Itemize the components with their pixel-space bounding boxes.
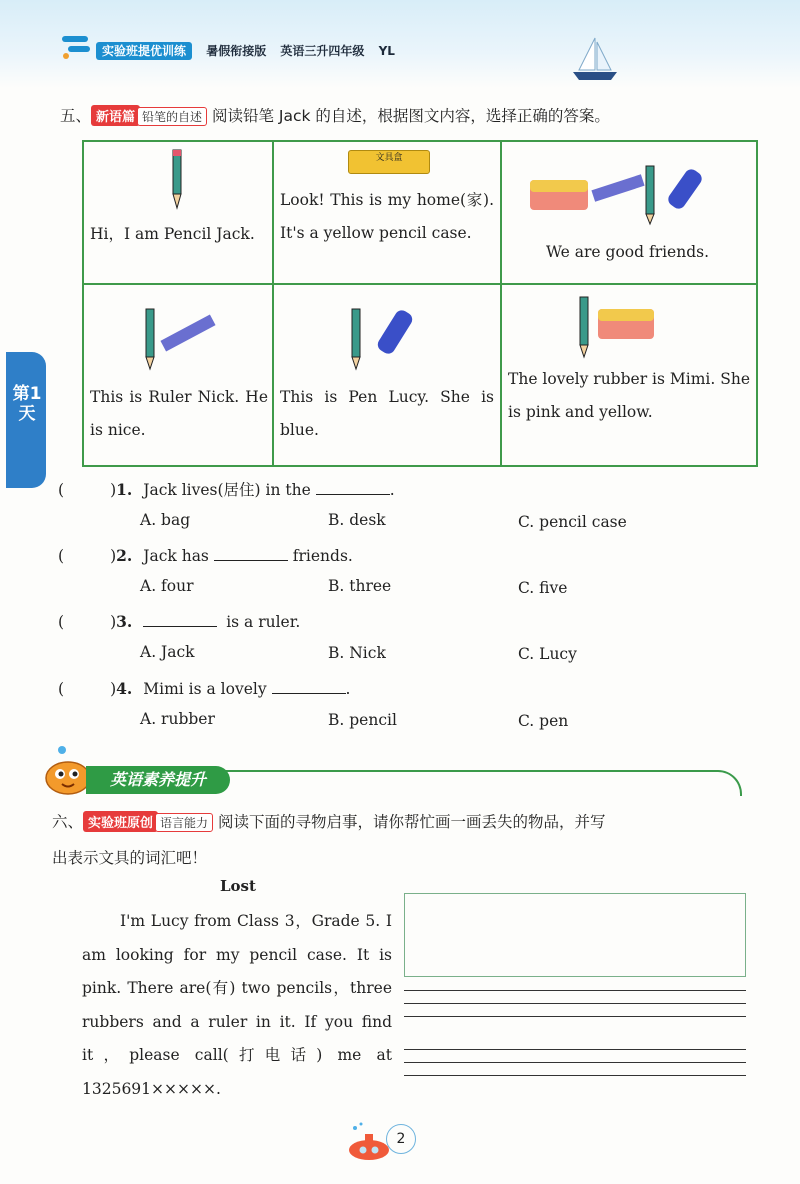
- banner-title: 英语素养提升: [86, 766, 230, 794]
- question-text-before: Jack lives(居住) in the: [143, 481, 311, 499]
- story-cell-2: [273, 141, 501, 284]
- answer-paren-open: (: [58, 547, 65, 565]
- section6-instruction-1: 阅读下面的寻物启事，请你帮忙画一画丢失的物品，并写: [217, 813, 606, 831]
- logo-icon: [60, 32, 94, 62]
- answer-paren-open: (: [58, 680, 65, 698]
- story-table: [82, 140, 758, 467]
- lost-title: Lost: [220, 877, 256, 895]
- pencil-rubber-icon: [576, 293, 666, 359]
- option-1a[interactable]: A. bag: [140, 511, 191, 529]
- option-3a[interactable]: A. Jack: [140, 643, 195, 661]
- question-2: [58, 544, 353, 565]
- option-4a[interactable]: A. rubber: [140, 710, 215, 728]
- header-edition: 暑假衔接版: [206, 44, 267, 58]
- answer-paren-open: (: [58, 481, 65, 499]
- question-text-before: Mimi is a lovely: [143, 680, 267, 698]
- question-number: 1.: [116, 480, 133, 499]
- pencil-pen-icon: [348, 305, 438, 371]
- writing-line[interactable]: [404, 990, 746, 991]
- question-text-before: Jack has: [143, 547, 209, 565]
- header-version: YL: [378, 44, 395, 58]
- answer-paren-open: (: [58, 613, 65, 631]
- question-number: 3.: [116, 612, 133, 631]
- section6-heading: [52, 810, 606, 832]
- section6-instruction-2: 出表示文具的词汇吧！: [52, 849, 208, 867]
- option-2b[interactable]: B. three: [328, 577, 392, 595]
- header-brand: 实验班提优训练: [96, 42, 192, 60]
- pencil-ruler-icon: [142, 305, 222, 371]
- question-number: 2.: [116, 546, 133, 565]
- pencil-icon: [170, 148, 184, 210]
- option-3c[interactable]: C. Lucy: [518, 645, 577, 663]
- story-cell-1: [83, 141, 273, 284]
- side-tab-label: 第1天: [12, 384, 42, 424]
- question-3: [58, 610, 300, 631]
- stationery-group-icon: [526, 162, 736, 228]
- writing-line[interactable]: [404, 1049, 746, 1050]
- story-text-3: We are good friends.: [546, 243, 710, 261]
- story-cell-5: [273, 284, 501, 466]
- section5-instruction: 阅读铅笔 Jack 的自述，根据图文内容，选择正确的答案。: [211, 107, 610, 125]
- writing-line[interactable]: [404, 1075, 746, 1076]
- answer-paren-close: ): [110, 547, 117, 565]
- story-cell-3: [501, 141, 757, 284]
- lost-text: I'm Lucy from Class 3，Grade 5. I am looking for my pencil case. It is pink. There are(有) two pencils，three rubbers and a ruler in it. If you find it，please call(打电话) me at 1325691×××××.: [82, 912, 392, 1098]
- header-subject: 英语三升四年级: [280, 44, 365, 58]
- question-text-after: .: [345, 680, 351, 698]
- question-text-after: friends.: [292, 547, 353, 565]
- answer-paren-close: ): [110, 613, 117, 631]
- option-3b[interactable]: B. Nick: [328, 644, 386, 662]
- section5-number: 五、: [60, 107, 92, 125]
- story-cell-6: [501, 284, 757, 466]
- writing-line[interactable]: [404, 1016, 746, 1017]
- option-4c[interactable]: C. pen: [518, 712, 569, 730]
- section5-tag: 新语篇: [91, 105, 140, 126]
- answer-paren-close: ): [110, 481, 117, 499]
- story-text-1: Hi，I am Pencil Jack.: [90, 225, 255, 243]
- story-cell-4: [83, 284, 273, 466]
- option-2c[interactable]: C. five: [518, 579, 568, 597]
- story-text-5: This is Pen Lucy. She is blue.: [280, 388, 494, 439]
- header-line: [96, 42, 395, 59]
- sailboat-icon: [565, 36, 625, 84]
- question-1: [58, 478, 395, 500]
- section5-heading: [60, 104, 610, 126]
- section6-subtag: 语言能力: [155, 813, 213, 832]
- writing-line[interactable]: [404, 1062, 746, 1063]
- section6-tag: 实验班原创: [83, 811, 158, 832]
- blank-4: [272, 677, 346, 694]
- pencil-case-image: [348, 150, 430, 174]
- question-number: 4.: [116, 679, 133, 698]
- writing-line[interactable]: [404, 1003, 746, 1004]
- option-2a[interactable]: A. four: [140, 577, 194, 595]
- section5-subtag: 铅笔的自述: [137, 107, 207, 126]
- blank-2: [214, 544, 288, 561]
- question-4: [58, 677, 350, 698]
- option-4b[interactable]: B. pencil: [328, 711, 397, 729]
- section6-number: 六、: [52, 813, 84, 831]
- pencil-case-label: 文具盒: [375, 153, 403, 163]
- blank-3: [143, 610, 217, 627]
- option-1b[interactable]: B. desk: [328, 511, 386, 529]
- story-text-4: This is Ruler Nick. He is nice.: [90, 388, 268, 439]
- blank-1: [316, 478, 390, 495]
- option-1c[interactable]: C. pencil case: [518, 513, 627, 531]
- story-text-2: Look! This is my home(家). It's a yellow pencil case.: [280, 191, 494, 242]
- question-text-after: .: [389, 481, 395, 499]
- question-text-after: is a ruler.: [226, 613, 301, 631]
- story-text-6: The lovely rubber is Mimi. She is pink and yellow.: [508, 370, 750, 421]
- answer-paren-close: ): [110, 680, 117, 698]
- drawing-box[interactable]: [404, 893, 746, 977]
- page-number: 2: [386, 1124, 416, 1154]
